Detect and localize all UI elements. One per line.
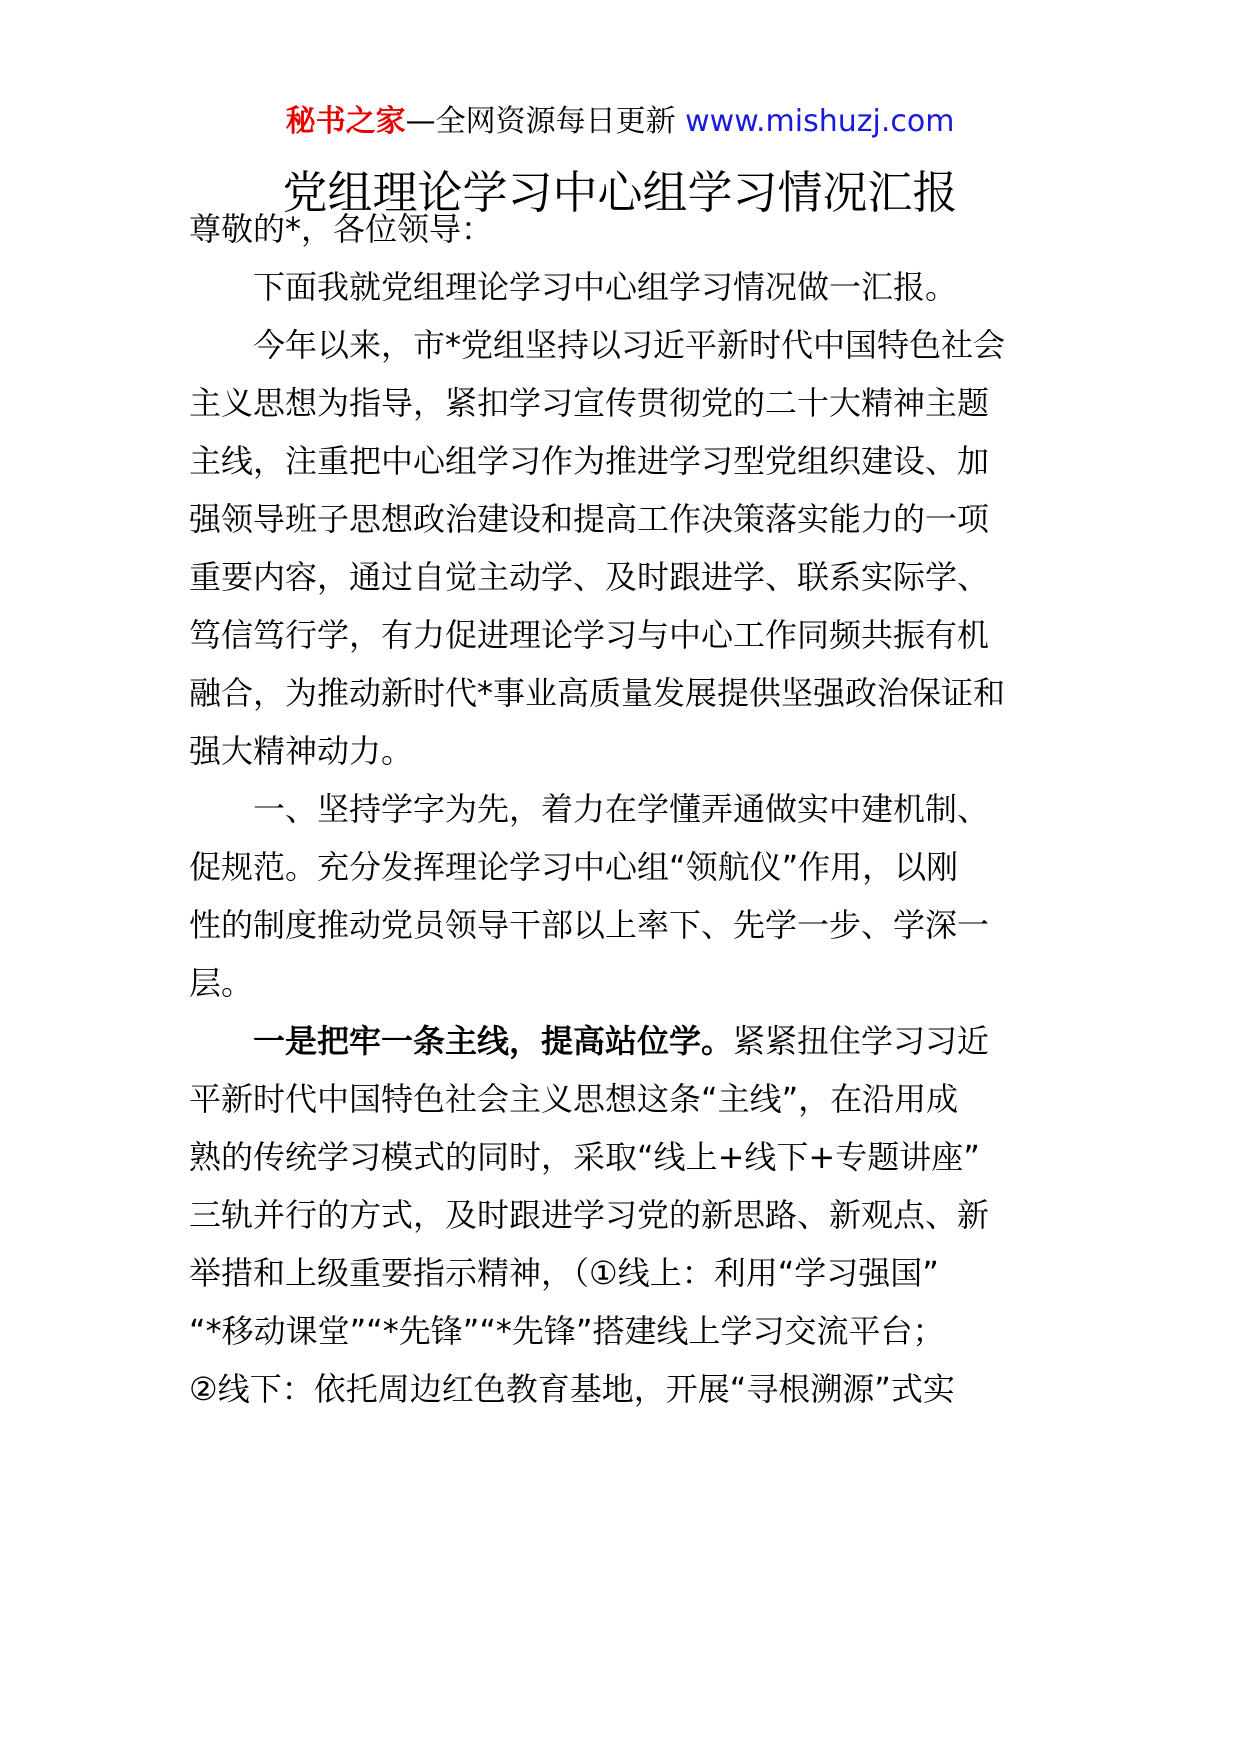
bold-lead-in: 一是把牢一条主线，提高站位学。 xyxy=(189,1022,734,1060)
body-line-7: 笃信笃行学，有力促进理论学习与中心工作同频共振有机 xyxy=(189,616,990,654)
body-line-12: 性的制度推动党员领导干部以上率下、先学一步、学深一 xyxy=(189,906,990,944)
body-line-14 xyxy=(189,1018,989,1064)
body-line-9: 强大精神动力。 xyxy=(189,732,414,770)
body-line-13: 层。 xyxy=(189,964,254,1002)
site-url[interactable]: www.mishuzj.com xyxy=(685,104,955,139)
body-line-4: 主线，注重把中心组学习作为推进学习型党组织建设、加 xyxy=(189,442,990,480)
site-header xyxy=(0,100,1240,144)
salutation: 尊敬的*，各位领导： xyxy=(189,210,494,248)
body-line-17: 三轨并行的方式，及时跟进学习党的新思路、新观点、新 xyxy=(189,1196,990,1234)
body-line-6: 重要内容，通过自觉主动学、及时跟进学、联系实际学、 xyxy=(189,558,990,596)
body-line-2: 今年以来，市*党组坚持以习近平新时代中国特色社会 xyxy=(189,326,1006,364)
document-title: 党组理论学习中心组学习情况汇报 xyxy=(282,166,958,219)
body-line-5: 强领导班子思想政治建设和提高工作决策落实能力的一项 xyxy=(189,500,990,538)
body-line-18: 举措和上级重要指示精神，（①线上：利用“学习强国” xyxy=(189,1254,939,1292)
site-brand: 秘书之家 xyxy=(285,104,406,139)
body-line-3: 主义思想为指导，紧扣学习宣传贯彻党的二十大精神主题 xyxy=(189,384,990,422)
body-line-16: 熟的传统学习模式的同时，采取“线上+线下+专题讲座” xyxy=(189,1138,980,1176)
body-line-19: “*移动课堂”“*先锋”“*先锋”搭建线上学习交流平台； xyxy=(189,1312,945,1350)
site-tagline: —全网资源每日更新 xyxy=(405,104,686,139)
body-line-8: 融合，为推动新时代*事业高质量发展提供坚强政治保证和 xyxy=(189,674,1006,712)
body-line-14-rest: 紧紧扭住学习习近 xyxy=(733,1022,990,1060)
body-line-20: ②线下：依托周边红色教育基地，开展“寻根溯源”式实 xyxy=(189,1370,955,1408)
body-line-15: 平新时代中国特色社会主义思想这条“主线”，在沿用成 xyxy=(189,1080,959,1118)
body-line-1: 下面我就党组理论学习中心组学习情况做一汇报。 xyxy=(189,268,958,306)
body-line-10: 一、坚持学字为先，着力在学懂弄通做实中建机制、 xyxy=(189,790,990,828)
body-line-11: 促规范。充分发挥理论学习中心组“领航仪”作用，以刚 xyxy=(189,848,959,886)
